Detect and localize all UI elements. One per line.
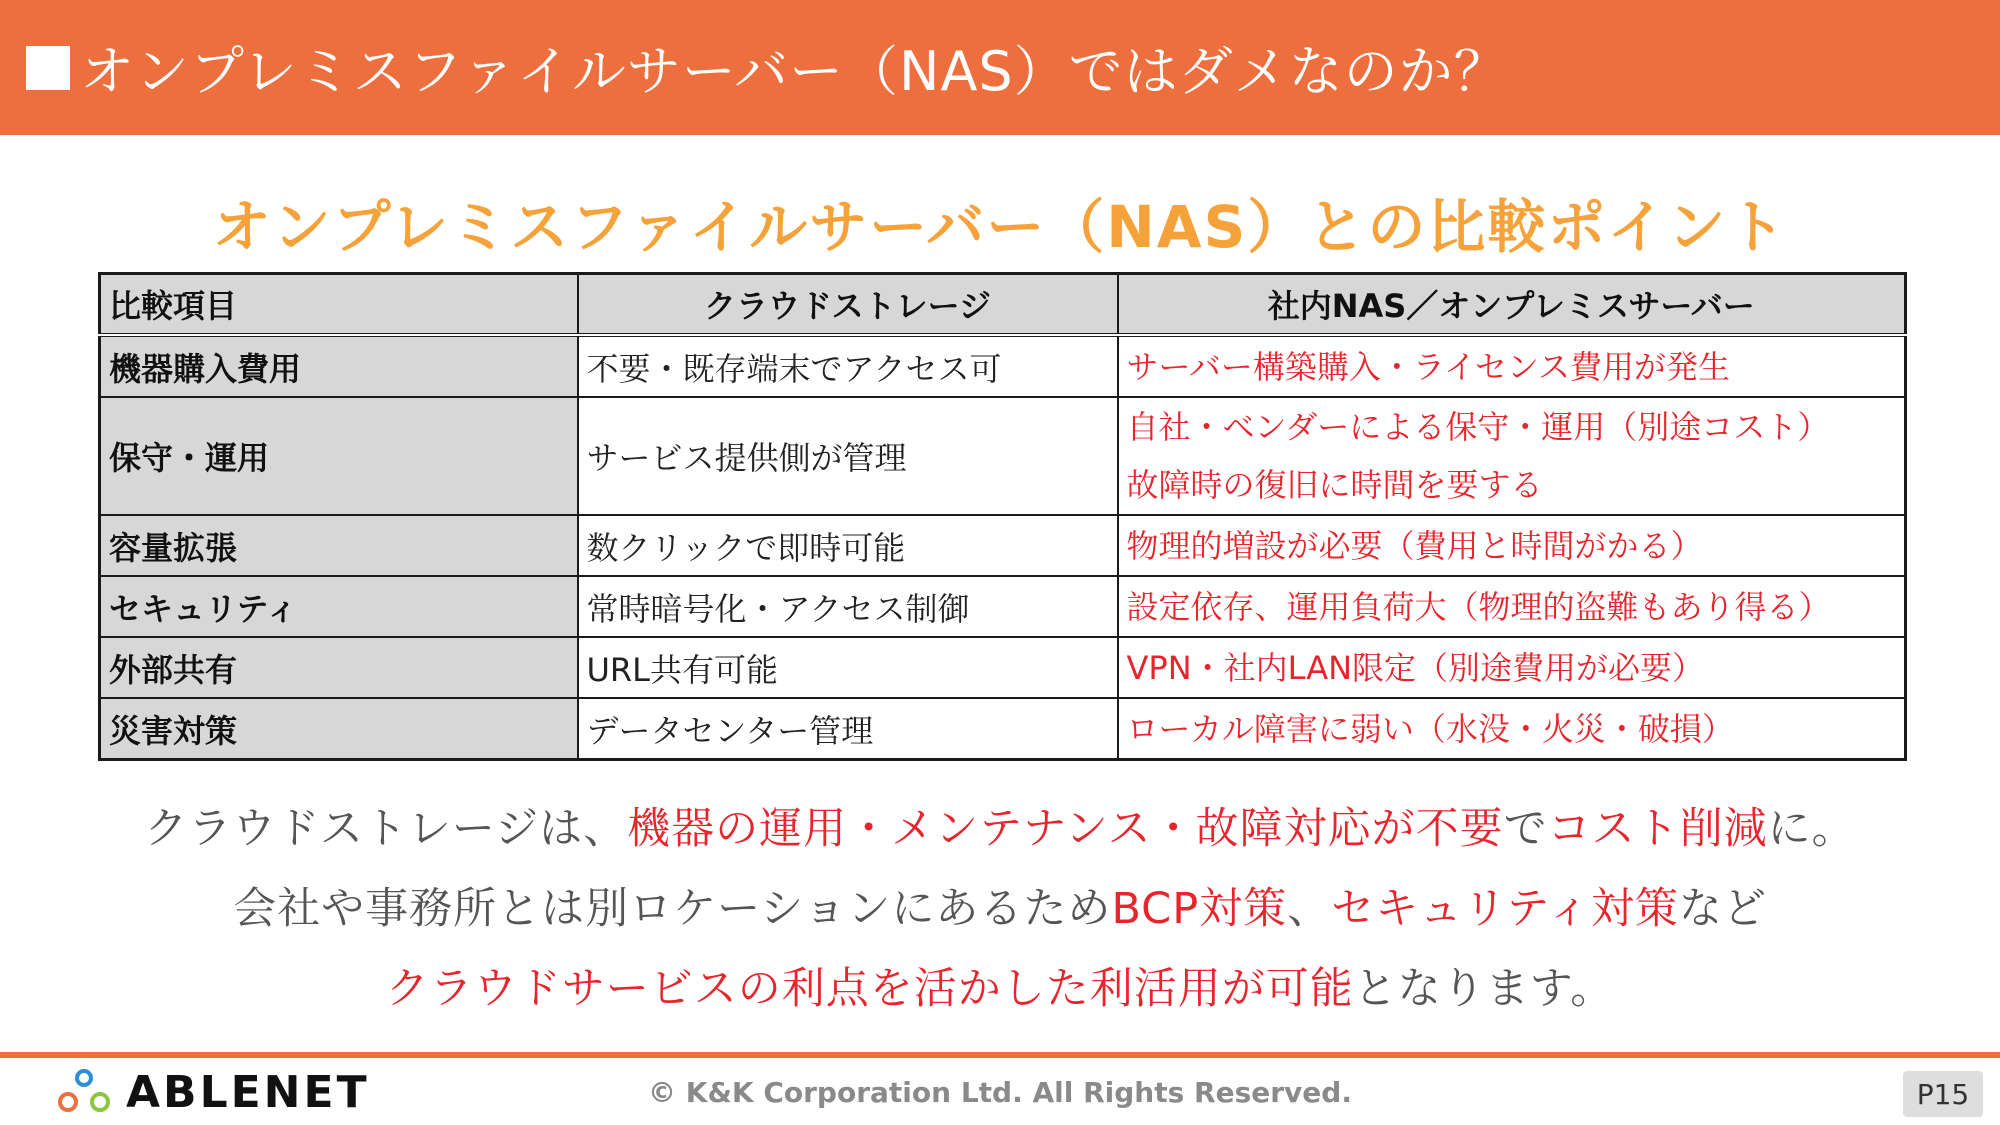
row-label: 保守・運用 <box>100 397 578 515</box>
table-row <box>100 335 1906 397</box>
table-row <box>100 576 1906 637</box>
cloud-cell: 数クリックで即時可能 <box>578 515 1118 576</box>
header-item: 比較項目 <box>100 274 578 336</box>
header-nas: 社内NAS／オンプレミスサーバー <box>1118 274 1906 336</box>
table-row <box>100 698 1906 760</box>
summary-text: となります。 <box>1353 964 1615 1014</box>
summary-text: で <box>1503 804 1548 854</box>
nas-text: 自社・ベンダーによる保守・運用（別途コスト） <box>1126 408 1830 446</box>
header-cloud: クラウドストレージ <box>578 274 1118 336</box>
row-label: 災害対策 <box>100 698 578 760</box>
summary-highlight: クラウドサービスの利点を活かした利活用が可能 <box>385 964 1354 1014</box>
cloud-cell: 常時暗号化・アクセス制御 <box>578 576 1118 637</box>
nas-text: サーバー構築購入・ライセンス費用が発生 <box>1126 347 1731 386</box>
table-row <box>100 397 1906 515</box>
summary-text: クラウドストレージは、 <box>144 804 628 854</box>
page-title: オンプレミスファイルサーバー（NAS）ではダメなのか？ <box>80 40 1509 103</box>
nas-text: 設定依存、運用負荷大（物理的盗難もあり得る） <box>1126 587 1831 626</box>
summary-highlight: BCP対策 <box>1111 884 1288 934</box>
nas-cell <box>1118 515 1906 576</box>
square-bullet-icon <box>26 46 70 90</box>
summary-highlight: コスト削減 <box>1547 804 1768 854</box>
section-subtitle: オンプレミスファイルサーバー（NAS）との比較ポイント <box>212 193 1788 261</box>
row-label: セキュリティ <box>100 576 578 637</box>
row-label: 機器購入費用 <box>100 335 578 397</box>
nas-text: ローカル障害に弱い（水没・火災・破損） <box>1126 709 1734 748</box>
summary-line-2 <box>0 875 2000 936</box>
logo-text: ABLENET <box>126 1066 370 1118</box>
summary-text: 会社や事務所とは別ロケーションにあるため <box>233 884 1112 934</box>
summary-highlight: セキュリティ対策 <box>1331 884 1679 934</box>
cloud-cell: サービス提供側が管理 <box>578 397 1118 515</box>
nas-cell <box>1118 637 1906 698</box>
nas-cell <box>1118 576 1906 637</box>
summary-line-3 <box>0 955 2000 1016</box>
nas-text: 故障時の復旧に時間を要する <box>1126 466 1543 504</box>
cloud-cell: データセンター管理 <box>578 698 1118 760</box>
summary-line-1 <box>0 795 2000 856</box>
nas-text: 物理的増設が必要（費用と時間がかる） <box>1126 526 1703 565</box>
row-label: 外部共有 <box>100 637 578 698</box>
summary-text: に。 <box>1767 804 1856 854</box>
table-header-row <box>100 274 1906 336</box>
cloud-cell: URL共有可能 <box>578 637 1118 698</box>
summary-text: など <box>1678 884 1767 934</box>
nas-cell <box>1118 397 1906 515</box>
table-row <box>100 637 1906 698</box>
summary-text: 、 <box>1287 884 1332 934</box>
header-bar <box>0 0 2000 135</box>
nas-text: VPN・社内LAN限定（別途費用が必要） <box>1126 648 1705 687</box>
nas-cell <box>1118 698 1906 760</box>
row-label: 容量拡張 <box>100 515 578 576</box>
table-row <box>100 515 1906 576</box>
summary-highlight: 機器の運用・メンテナンス・故障対応が不要 <box>627 804 1504 854</box>
cloud-cell: 不要・既存端末でアクセス可 <box>578 335 1118 397</box>
comparison-table <box>98 272 1907 761</box>
footer-divider <box>0 1052 2000 1058</box>
nas-cell <box>1118 335 1906 397</box>
copyright: © K&K Corporation Ltd. All Rights Reserved. <box>648 1076 1352 1109</box>
page-number: P15 <box>1903 1071 1983 1117</box>
